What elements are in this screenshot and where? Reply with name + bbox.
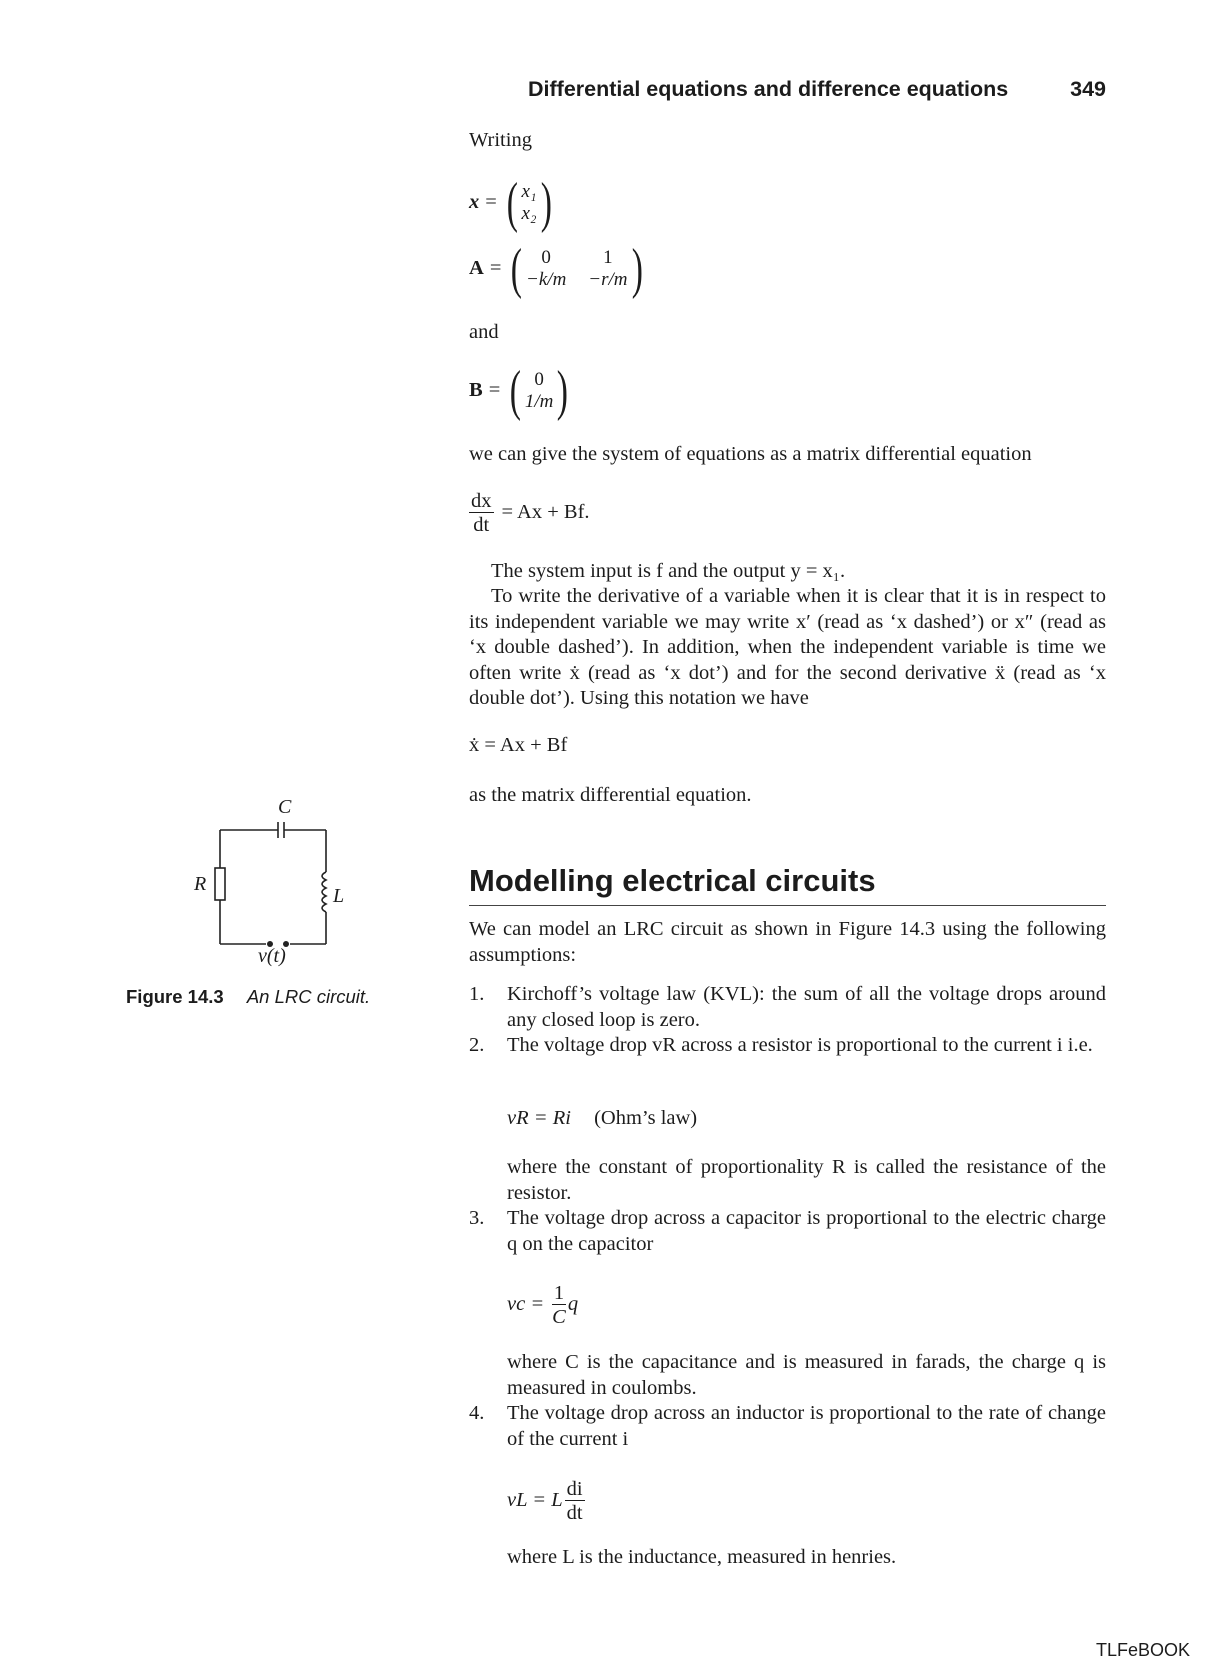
eq-cap-num: 1 [553,1281,565,1304]
eq-ohm-note: (Ohm’s law) [594,1107,698,1129]
equation-B: B = ( 0 1/m ) [469,360,569,422]
eq-x-top: x₁ [521,181,537,202]
and-label: and [469,321,499,343]
eq-ind-lhs: vL = L [507,1489,563,1512]
eq-A-r1c2: 1 [603,247,613,268]
para-derivative: To write the derivative of a variable when it is clear that it is in respect to its independent variable we may write x′ (read as ‘x dashed’) or x″ (read as ‘x double dashed’). In addition, when the independent variable is time we often write ẋ (read as ‘x dot’) and for the second derivative ẍ (read as ‘x double dot’). Using this notation we have [469,585,1106,709]
lrc-circuit-diagram [180,798,360,968]
eq-A-r1c1: 0 [541,247,551,268]
list-number: 1. [469,983,485,1005]
label-source: v(t) [258,945,286,967]
footer-watermark: TLFeBOOK [1095,1640,1190,1660]
list-number: 4. [469,1402,485,1424]
list-text: The voltage drop vR across a resistor is proportional to the current i i.e. [507,1034,1093,1056]
inductance-text: where L is the inductance, measured in henries. [507,1546,897,1568]
intro-text: We can model an LRC circuit as shown in Figure 14.3 using the following assumptions: [469,918,1106,966]
eq-matrix-num: dx [471,489,492,512]
equation-capacitor [507,1276,578,1334]
para-input: The system input is f and the output y = x₁. [491,560,846,582]
resistance-text: where the constant of proportionality R is called the resistance of the resistor. [507,1156,1106,1204]
eq-ind-num: di [566,1477,583,1500]
eq-A-lhs: A [469,257,484,280]
as-matrix-text: as the matrix differential equation. [469,784,752,806]
eq-B-bottom: 1/m [524,391,554,412]
equation-dot: ẋ = Ax + Bf [469,734,568,756]
equation-matrix-de [469,486,590,540]
eq-matrix-den: dt [473,513,490,536]
equation-x: x = ( x₁ x₂ ) [469,172,552,234]
figure-caption-text: An LRC circuit. [246,986,371,1007]
writing-label: Writing [469,129,532,151]
figure-caption-number: Figure 14.3 [126,986,224,1007]
list-number: 3. [469,1207,485,1229]
label-inductor: L [333,885,345,907]
list-text: Kirchoff’s voltage law (KVL): the sum of all the voltage drops around any closed loop is zero. [507,983,1106,1031]
running-header [528,77,1106,102]
list-text: The voltage drop across an inductor is proportional to the rate of change of the current i [507,1402,1106,1450]
eq-ind-den: dt [566,1501,583,1524]
list-text: The voltage drop across a capacitor is proportional to the electric charge q on the capacitor [507,1207,1106,1255]
eq-A-r2c1: −k/m [526,269,567,290]
equation-inductor [507,1472,585,1530]
eq-cap-var: q [567,1293,579,1316]
equation-ohm [507,1106,697,1132]
figure-caption [126,986,370,1008]
capacitance-text: where C is the capacitance and is measured in farads, the charge q is measured in coulombs. [507,1351,1106,1399]
page-number: 349 [1070,77,1106,101]
eq-A-r2c2: −r/m [588,269,628,290]
eq-cap-lhs: vc = [507,1293,545,1316]
eq-B-lhs: B [469,379,483,402]
eq-ohm-lhs: vR = Ri [507,1107,571,1129]
label-capacitor: C [278,796,292,818]
eq-cap-den: C [552,1305,566,1328]
eq-x-lhs: x [469,191,480,214]
eq-matrix-rhs: = Ax + Bf. [501,501,590,524]
list-number: 2. [469,1034,485,1056]
matrix-sentence: we can give the system of equations as a matrix differential equation [469,443,1032,465]
resistor-box [215,868,225,900]
label-resistor: R [194,873,207,895]
inductor-coil [322,872,326,912]
section-heading: Modelling electrical circuits [469,863,1106,906]
header-title: Differential equations and difference equations [528,77,1009,101]
eq-x-bottom: x₂ [521,203,537,224]
eq-B-top: 0 [534,369,544,390]
equation-A: A = ( 0 1 −k/m −r/m ) [469,238,643,300]
